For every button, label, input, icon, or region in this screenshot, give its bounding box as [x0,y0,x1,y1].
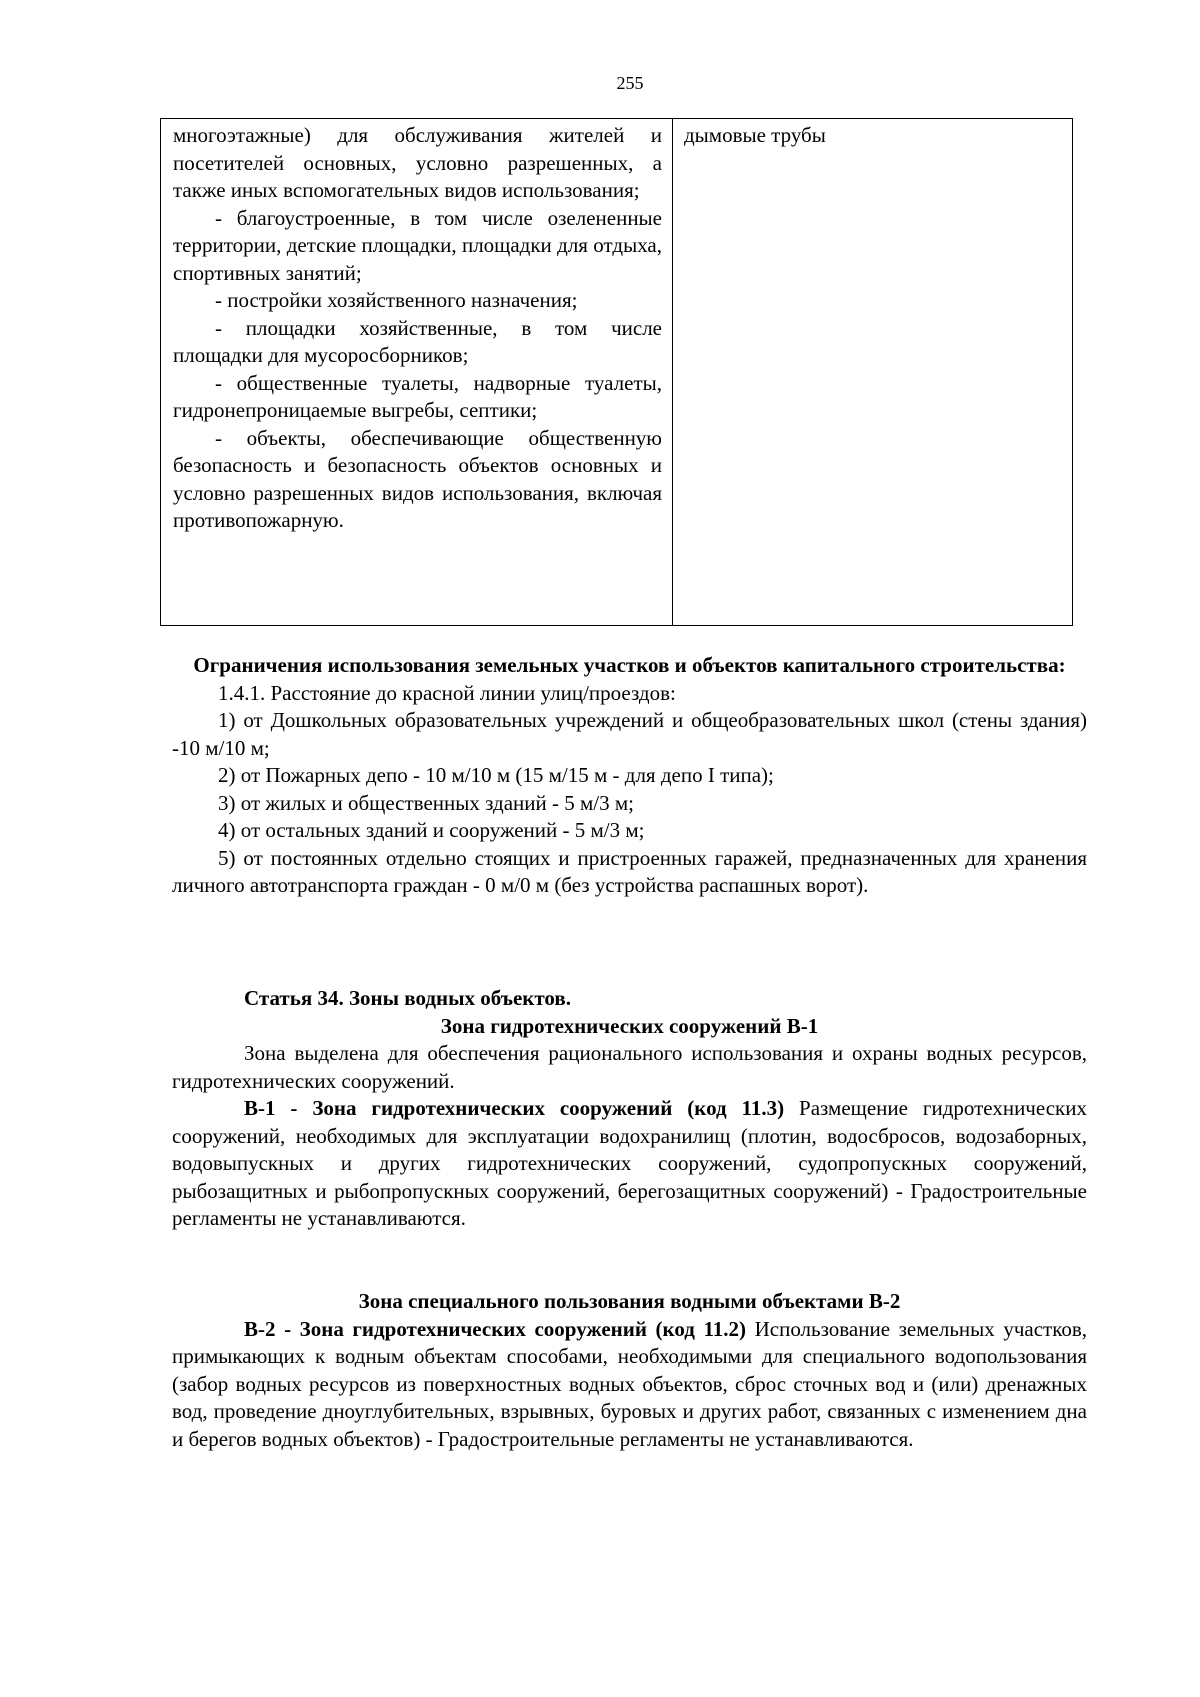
table-cell-paragraph: - площадки хозяйственные, в том числе площадки для мусоросборников; [173,315,662,367]
table-cell-right [673,119,1072,625]
zone-description [172,1095,1087,1233]
restriction-item: 4) от остальных зданий и сооружений - 5 м/3 м; [218,818,645,842]
continued-table [160,118,1073,626]
restriction-item: 3) от жилых и общественных зданий - 5 м/3 м; [218,790,634,815]
zone-intro: Зона выделена для обеспечения рационального использования и охраны водных ресурсов, гидротехнических сооружений. [172,1041,1087,1093]
page-number: 255 [616,73,644,93]
restriction-item: 5) от постоянных отдельно стоящих и пристроенных гаражей, предназначенных для хранения личного автотранспорта граждан - 0 м/0 м (без устройства распашных ворот). [172,845,1087,897]
zone-title: Зона гидротехнических сооружений В-1 [440,1013,819,1038]
zone-code-lead: В-1 - Зона гидротехнических сооружений (код 11.3) [244,1096,785,1120]
restriction-item: 1.4.1. Расстояние до красной линии улиц/проездов: [218,680,676,705]
table-cell-left [161,119,673,625]
restriction-item: 1) от Дошкольных образовательных учреждений и общеобразовательных школ (стены здания) -10 м/10 м; [172,708,1087,760]
zone-description-text: Использование земельных участков, примыкающих к водным объектам способами, необходимыми для специального водопользования (забор водных ресурсов из поверхностных водных объектов, сброс сточных вод и (или) дренажных вод, проведение дноуглубительных, взрывных, буровых и других работ, связанных с изменением дна и берегов водных объектов) - Градостроительные регламенты не устанавливаются. [172,1316,1087,1451]
restrictions-heading: Ограничения использования земельных участков и объектов капитального строительства: [193,653,1066,677]
article-title: Статья 34. Зоны водных объектов. [244,986,571,1010]
restriction-item: 2) от Пожарных депо - 10 м/10 м (15 м/15 м - для депо I типа); [218,763,774,787]
zone-code-lead: В-2 - Зона гидротехнических сооружений (код 11.2) [244,1316,747,1341]
table-cell-paragraph: - объекты, обеспечивающие общественную безопасность и безопасность объектов основных и условно разрешенных видов использования, включая противопожарную. [173,425,662,532]
table-cell-paragraph: - постройки хозяйственного назначения; [215,288,578,312]
zone-2-section [172,1288,1087,1453]
table-cell-paragraph: многоэтажные) для обслуживания жителей и посетителей основных, условно разрешенных, а также иных вспомогательных видов использования; [173,123,662,202]
zone-description-text: Размещение гидротехнических сооружений, необходимых для эксплуатации водохранилищ (плотин, водосбросов, водозаборных, водовыпускных и других гидротехнических сооружений, судопропускных сооружений, рыбозащитных и рыбопропускных сооружений, берегозащитных сооружений) - Градостроительные регламенты не устанавливаются. [172,1096,1087,1230]
table-cell-paragraph: - общественные туалеты, надворные туалеты, гидронепроницаемые выгребы, септики; [173,370,662,422]
table-cell-paragraph: - благоустроенные, в том числе озелененные территории, детские площадки, площадки для отдыха, спортивных занятий; [173,205,662,285]
zone-title: Зона специального пользования водными объектами В-2 [358,1289,901,1313]
zone-description [172,1316,1087,1454]
restrictions-section [172,652,1087,900]
table-cell-paragraph: дымовые трубы [684,123,826,147]
article-34-section [172,985,1087,1233]
